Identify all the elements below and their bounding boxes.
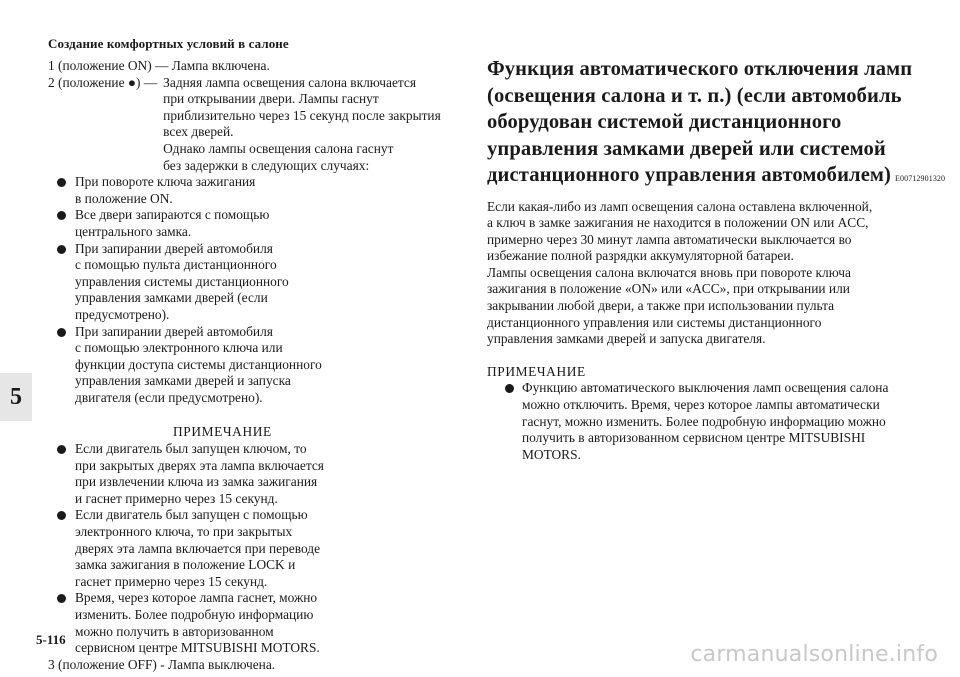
list-item: Все двери запираются с помощью центрального замка.	[48, 207, 468, 240]
position-1-text: 1 (положение ON) — Лампа включена.	[48, 58, 270, 73]
text-line: Однако лампы освещения салона гаснут	[163, 140, 394, 156]
section-heading	[487, 56, 946, 193]
bullet-icon	[57, 594, 66, 603]
text-line: Задняя лампа освещения салона включается	[163, 74, 417, 90]
text-line: управления замками дверей и запуска двигателя.	[487, 331, 766, 347]
position-3-text: 3 (положение OFF) - Лампа выключена.	[48, 656, 276, 672]
page-header: Создание комфортных условий в салоне	[48, 36, 289, 51]
bullet-icon	[57, 328, 66, 337]
heading-line: управления замками дверей или системой	[487, 137, 886, 160]
text-line: приблизительно через 15 секунд после закрытия	[163, 107, 441, 123]
note-title: ПРИМЕЧАНИЕ	[173, 424, 272, 440]
list-item: При запирании дверей автомобиля с помощью электронного ключа или функции доступа системы дистанционного управления замками дверей и запуска двигателя (если предусмотрено).	[48, 324, 468, 407]
bullet-icon	[57, 511, 66, 520]
text-line: примерно через 30 минут лампа автоматически выключается во	[487, 231, 852, 247]
body-text	[487, 199, 907, 348]
text-line: избежание полной разрядки аккумуляторной батареи.	[487, 248, 794, 264]
bullet-icon	[57, 211, 66, 220]
text-line: закрывании любой двери, а также при использовании пульта	[487, 298, 835, 314]
bullet-icon	[57, 245, 66, 254]
text-line: Если какая-либо из ламп освещения салона оставлена включенной,	[487, 198, 873, 214]
reference-code: E00712901320	[895, 174, 946, 183]
list-item: Если двигатель был запущен с помощью электронного ключа, то при закрытых дверях эта лампа включается при переводе замка зажигания в положение LOCK и гаснет примерно через 15 секунд.	[48, 507, 468, 590]
bullet-icon	[57, 178, 66, 187]
text-line: всех дверей.	[163, 124, 234, 140]
watermark-text: carmanualsonline.info	[690, 642, 938, 667]
heading-line: (освещения салона и т. п.) (если автомобиль	[487, 84, 902, 107]
position-2-description	[157, 75, 441, 175]
note-title: ПРИМЕЧАНИЕ	[487, 363, 586, 379]
cases-list	[48, 174, 468, 406]
text-line: дистанционного управления или системы дистанционного	[487, 314, 822, 330]
text-line: а ключ в замке зажигания не находится в положении ON или ACC,	[487, 215, 869, 231]
text-line: при открывании двери. Лампы гаснут	[163, 91, 379, 107]
list-item: Время, через которое лампа гаснет, можно изменить. Более подробную информацию можно получить в авторизованном сервисном центре MITSUBISHI MOTORS.	[48, 590, 468, 656]
heading-line: Функция автоматического отключения ламп	[487, 58, 913, 80]
position-2-label: 2 (положение ●) —	[48, 74, 158, 90]
note-list	[487, 380, 907, 463]
left-column	[48, 58, 468, 673]
section-tab: 5	[0, 373, 32, 421]
notes-list	[48, 441, 468, 657]
heading-line: дистанционного управления автомобилем) E00712901320	[487, 164, 946, 186]
position-2-row	[48, 75, 468, 175]
right-column	[487, 56, 946, 463]
page-number: 5-116	[36, 632, 66, 647]
text-line: Лампы освещения салона включатся вновь при повороте ключа	[487, 264, 851, 280]
text-line: зажигания в положение «ON» или «ACC», при открывании или	[487, 281, 850, 297]
bullet-icon	[57, 445, 66, 454]
heading-line: оборудован системой дистанционного	[487, 111, 842, 133]
bullet-icon	[505, 384, 514, 393]
list-item: При повороте ключа зажигания в положение ON.	[48, 174, 468, 207]
text-line: без задержки в следующих случаях:	[163, 157, 370, 173]
list-item: Функцию автоматического выключения ламп освещения салона можно отключить. Время, через которое лампы автоматически гаснут, можно изменить. Более подробную информацию можно получить в авторизованном сервисном центре MITSUBISHI MOTORS.	[487, 380, 907, 463]
list-item: Если двигатель был запущен ключом, то при закрытых дверях эта лампа включается при извлечении ключа из замка зажигания и гаснет примерно через 15 секунд.	[48, 441, 468, 507]
list-item: При запирании дверей автомобиля с помощью пульта дистанционного управления системы дистанционного управления замками дверей (если предусмотрено).	[48, 241, 468, 324]
